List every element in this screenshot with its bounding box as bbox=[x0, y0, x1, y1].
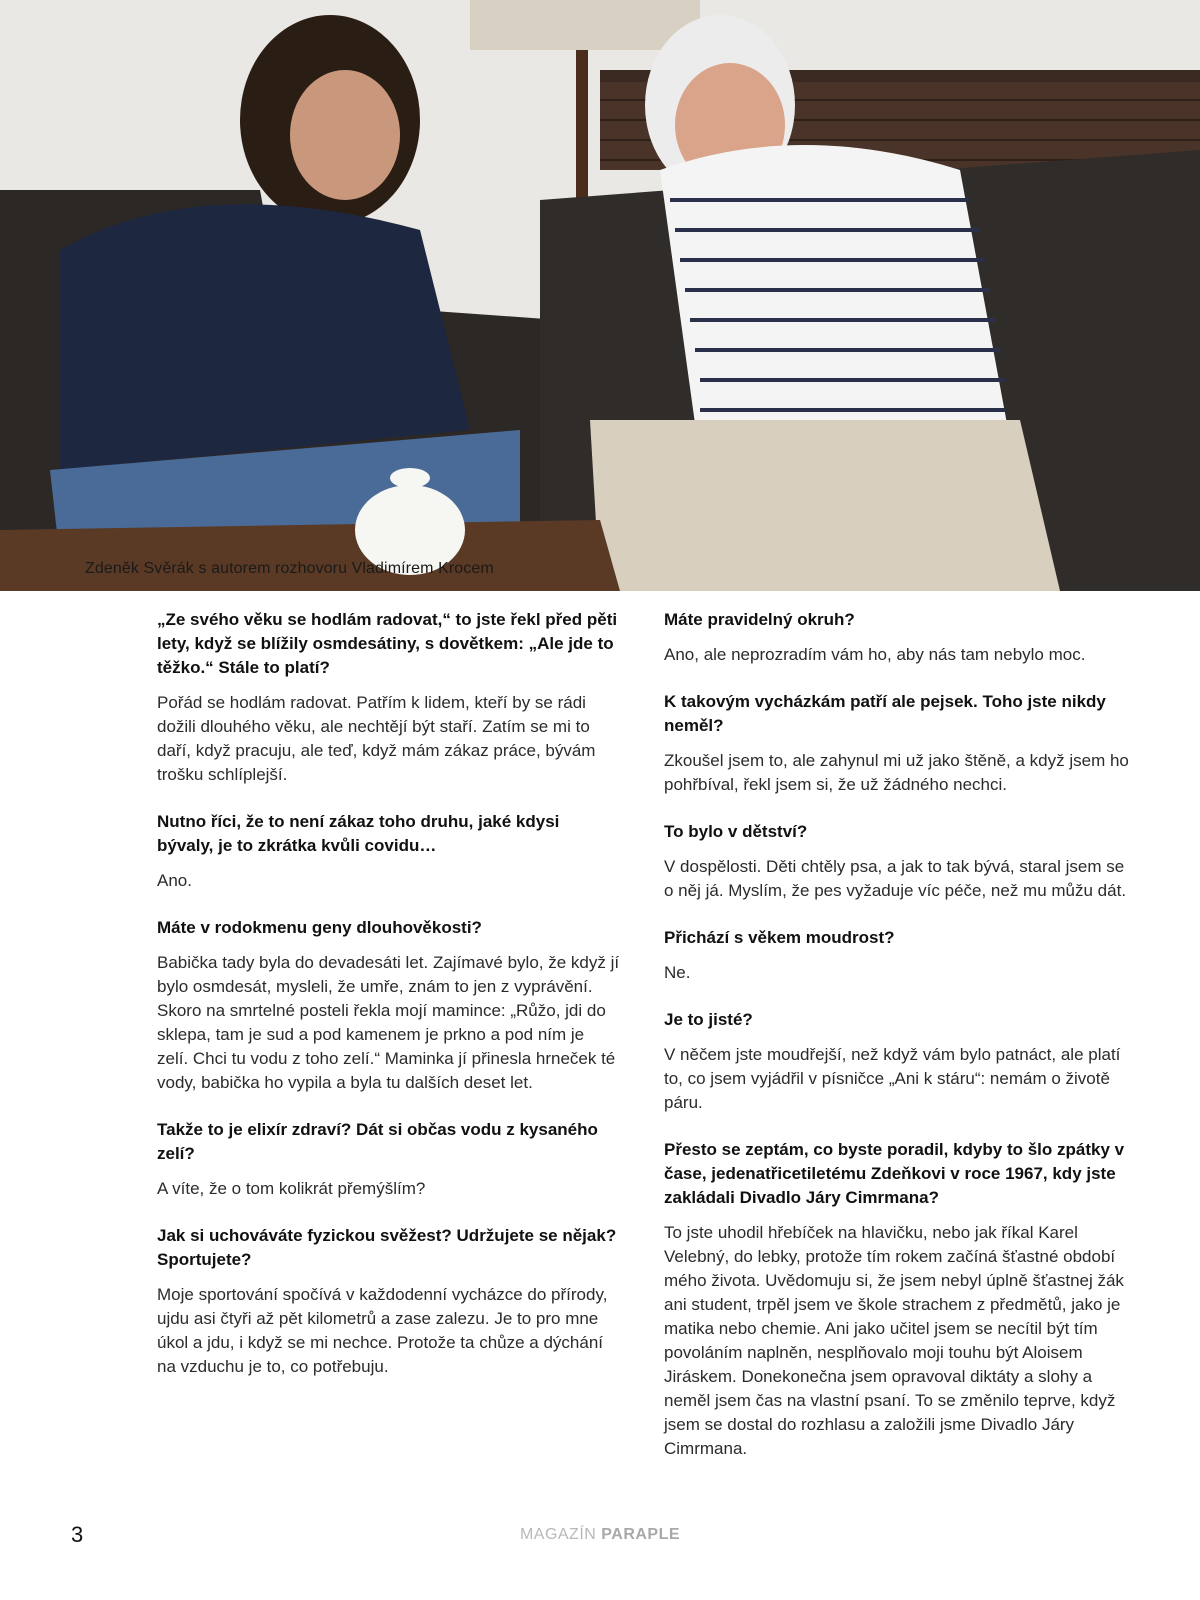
left-column bbox=[157, 608, 620, 1402]
answer: Moje sportování spočívá v každodenní vycházce do přírody, ujdu asi čtyři až pět kilometrů a zase zalezu. Je to pro mne úkol a jdu, i když se mi nechce. Protože ta chůze a dýchání na vzduchu je to, co potřebuju. bbox=[157, 1285, 608, 1376]
answer: A víte, že o tom kolikrát přemýšlím? bbox=[157, 1179, 426, 1198]
interview-photo-illustration bbox=[0, 0, 1200, 591]
answer: To jste uhodil hřebíček na hlavičku, nebo jak říkal Karel Velebný, do lebky, protože tím rokem začíná šťastné období mého života. Uvědomuju si, že jsem nebyl úplně šťastnej žák ani student, trpěl jsem ve škole strachem z předmětů, jako je matika nebo chemie. Ani jako učitel jsem se necítil být tím povoláním naplněn, nesplňovalo moji touhu být Aloisem Jiráskem. Donekonečna jsem opravoval diktáty a slohy a neměl jsem čas na vlastní psaní. To se změnilo teprve, když jsem se dostal do rozhlasu a založili jsme Divadlo Járy Cimrmana. bbox=[664, 1223, 1124, 1458]
question: „Ze svého věku se hodlám radovat,“ to jste řekl před pěti lety, když se blížily osmdesátiny, s dovětkem: „Ale jde to těžko.“ Stále to platí? bbox=[157, 610, 618, 677]
question: Přesto se zeptám, co byste poradil, kdyby to šlo zpátky v čase, jedenatřicetiletému Zdeňkovi v roce 1967, kdy jste zakládali Divadlo Járy Cimrmana? bbox=[664, 1140, 1125, 1207]
question: Přichází s věkem moudrost? bbox=[664, 928, 895, 947]
photo-caption: Zdeněk Svěrák s autorem rozhovoru Vladimírem Krocem bbox=[85, 560, 494, 577]
qa-block bbox=[664, 608, 1134, 667]
question: Máte pravidelný okruh? bbox=[664, 610, 855, 629]
question: To bylo v dětství? bbox=[664, 822, 808, 841]
right-column bbox=[664, 608, 1134, 1484]
qa-block bbox=[157, 810, 620, 893]
qa-block bbox=[157, 1224, 620, 1379]
qa-block bbox=[157, 608, 620, 787]
answer: Ano. bbox=[157, 871, 192, 890]
answer: V něčem jste moudřejší, než když vám bylo patnáct, ale platí to, co jsem vyjádřil v písničce „Ani k stáru“: nemám o životě páru. bbox=[664, 1045, 1121, 1112]
page-number: 3 bbox=[71, 1522, 84, 1547]
qa-block bbox=[157, 1118, 620, 1201]
qa-block bbox=[157, 916, 620, 1095]
answer: Pořád se hodlám radovat. Patřím k lidem, kteří by se rádi dožili dlouhého věku, ale nechtějí být staří. Zatím se mi to daří, když pracuju, ale teď, když mám zákaz práce, bývám trošku schlíplejší. bbox=[157, 693, 596, 784]
question: K takovým vycházkám patří ale pejsek. Toho jste nikdy neměl? bbox=[664, 692, 1106, 735]
answer: Babička tady byla do devadesáti let. Zajímavé bylo, že když jí bylo osmdesát, mysleli, že umře, znám to jen z vyprávění. Skoro na smrtelné posteli řekla mojí mamince: „Růžo, jdi do sklepa, tam je sud a pod kamenem je prkno a pod ním je zelí. Chci tu vodu z toho zelí.“ Maminka jí přinesla hrneček té vody, babička ho vypila a byla tu dalších deset let. bbox=[157, 953, 620, 1092]
qa-block bbox=[664, 1008, 1134, 1115]
qa-block bbox=[664, 820, 1134, 903]
question: Takže to je elixír zdraví? Dát si občas vodu z kysaného zelí? bbox=[157, 1120, 598, 1163]
question: Máte v rodokmenu geny dlouhověkosti? bbox=[157, 918, 482, 937]
magazine-brand bbox=[0, 1526, 1200, 1544]
interview-photo bbox=[0, 0, 1200, 591]
brand-bold: PARAPLE bbox=[601, 1526, 681, 1543]
question: Je to jisté? bbox=[664, 1010, 753, 1029]
answer: Zkoušel jsem to, ale zahynul mi už jako štěně, a když jsem ho pohřbíval, řekl jsem si, že už žádného nechci. bbox=[664, 751, 1129, 794]
qa-block bbox=[664, 1138, 1134, 1461]
answer: V dospělosti. Děti chtěly psa, a jak to tak bývá, staral jsem se o něj já. Myslím, že pes vyžaduje víc péče, než mu můžu dát. bbox=[664, 857, 1127, 900]
qa-block bbox=[664, 690, 1134, 797]
qa-block bbox=[664, 926, 1134, 985]
question: Nutno říci, že to není zákaz toho druhu, jaké kdysi bývaly, je to zkrátka kvůli covidu… bbox=[157, 812, 560, 855]
question: Jak si uchováváte fyzickou svěžest? Udržujete se nějak? Sportujete? bbox=[157, 1226, 617, 1269]
answer: Ano, ale neprozradím vám ho, aby nás tam nebylo moc. bbox=[664, 645, 1086, 664]
answer: Ne. bbox=[664, 963, 691, 982]
brand-light: MAGAZÍN bbox=[519, 1526, 602, 1543]
